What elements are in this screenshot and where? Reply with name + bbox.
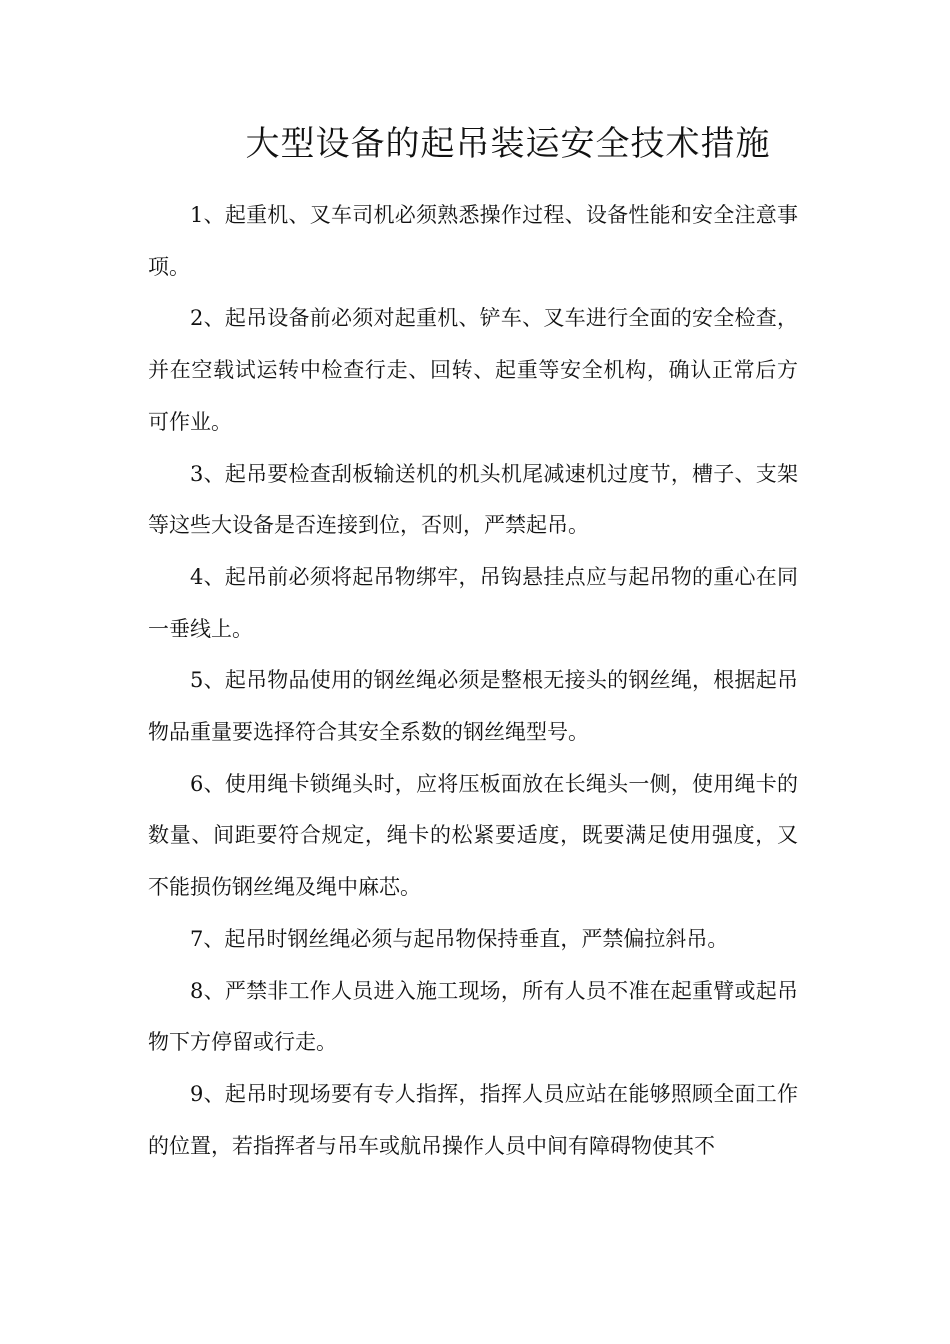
paragraph-4: 4、起吊前必须将起吊物绑牢，吊钩悬挂点应与起吊物的重心在同一垂线上。 [148,564,798,641]
paragraph-3: 3、起吊要检查刮板输送机的机头机尾减速机过度节，槽子、支架等这些大设备是否连接到位，否则，严禁起吊。 [148,461,798,538]
paragraph-1: 1、起重机、叉车司机必须熟悉操作过程、设备性能和安全注意事项。 [148,203,798,279]
paragraph-5: 5、起吊物品使用的钢丝绳必须是整根无接头的钢丝绳，根据起吊物品重量要选择符合其安全系数的钢丝绳型号。 [148,668,798,745]
paragraph-8: 8、严禁非工作人员进入施工现场，所有人员不准在起重臂或起吊物下方停留或行走。 [148,978,798,1055]
paragraph-7: 7、起吊时钢丝绳必须与起吊物保持垂直，严禁偏拉斜吊。 [190,926,729,951]
paragraph-6: 6、使用绳卡锁绳头时，应将压板面放在长绳头一侧，使用绳卡的数量、间距要符合规定，绳卡的松紧要适度，既要满足使用强度，又不能损伤钢丝绳及绳中麻芯。 [148,771,798,900]
document-title: 大型设备的起吊装运安全技术措施 [245,124,771,164]
paragraph-9: 9、起吊时现场要有专人指挥，指挥人员应站在能够照顾全面工作的位置，若指挥者与吊车或航吊操作人员中间有障碍物使其不 [148,1081,798,1158]
paragraph-2: 2、起吊设备前必须对起重机、铲车、叉车进行全面的安全检查，并在空载试运转中检查行走、回转、起重等安全机构，确认正常后方可作业。 [148,306,798,434]
document-body [148,190,798,1172]
